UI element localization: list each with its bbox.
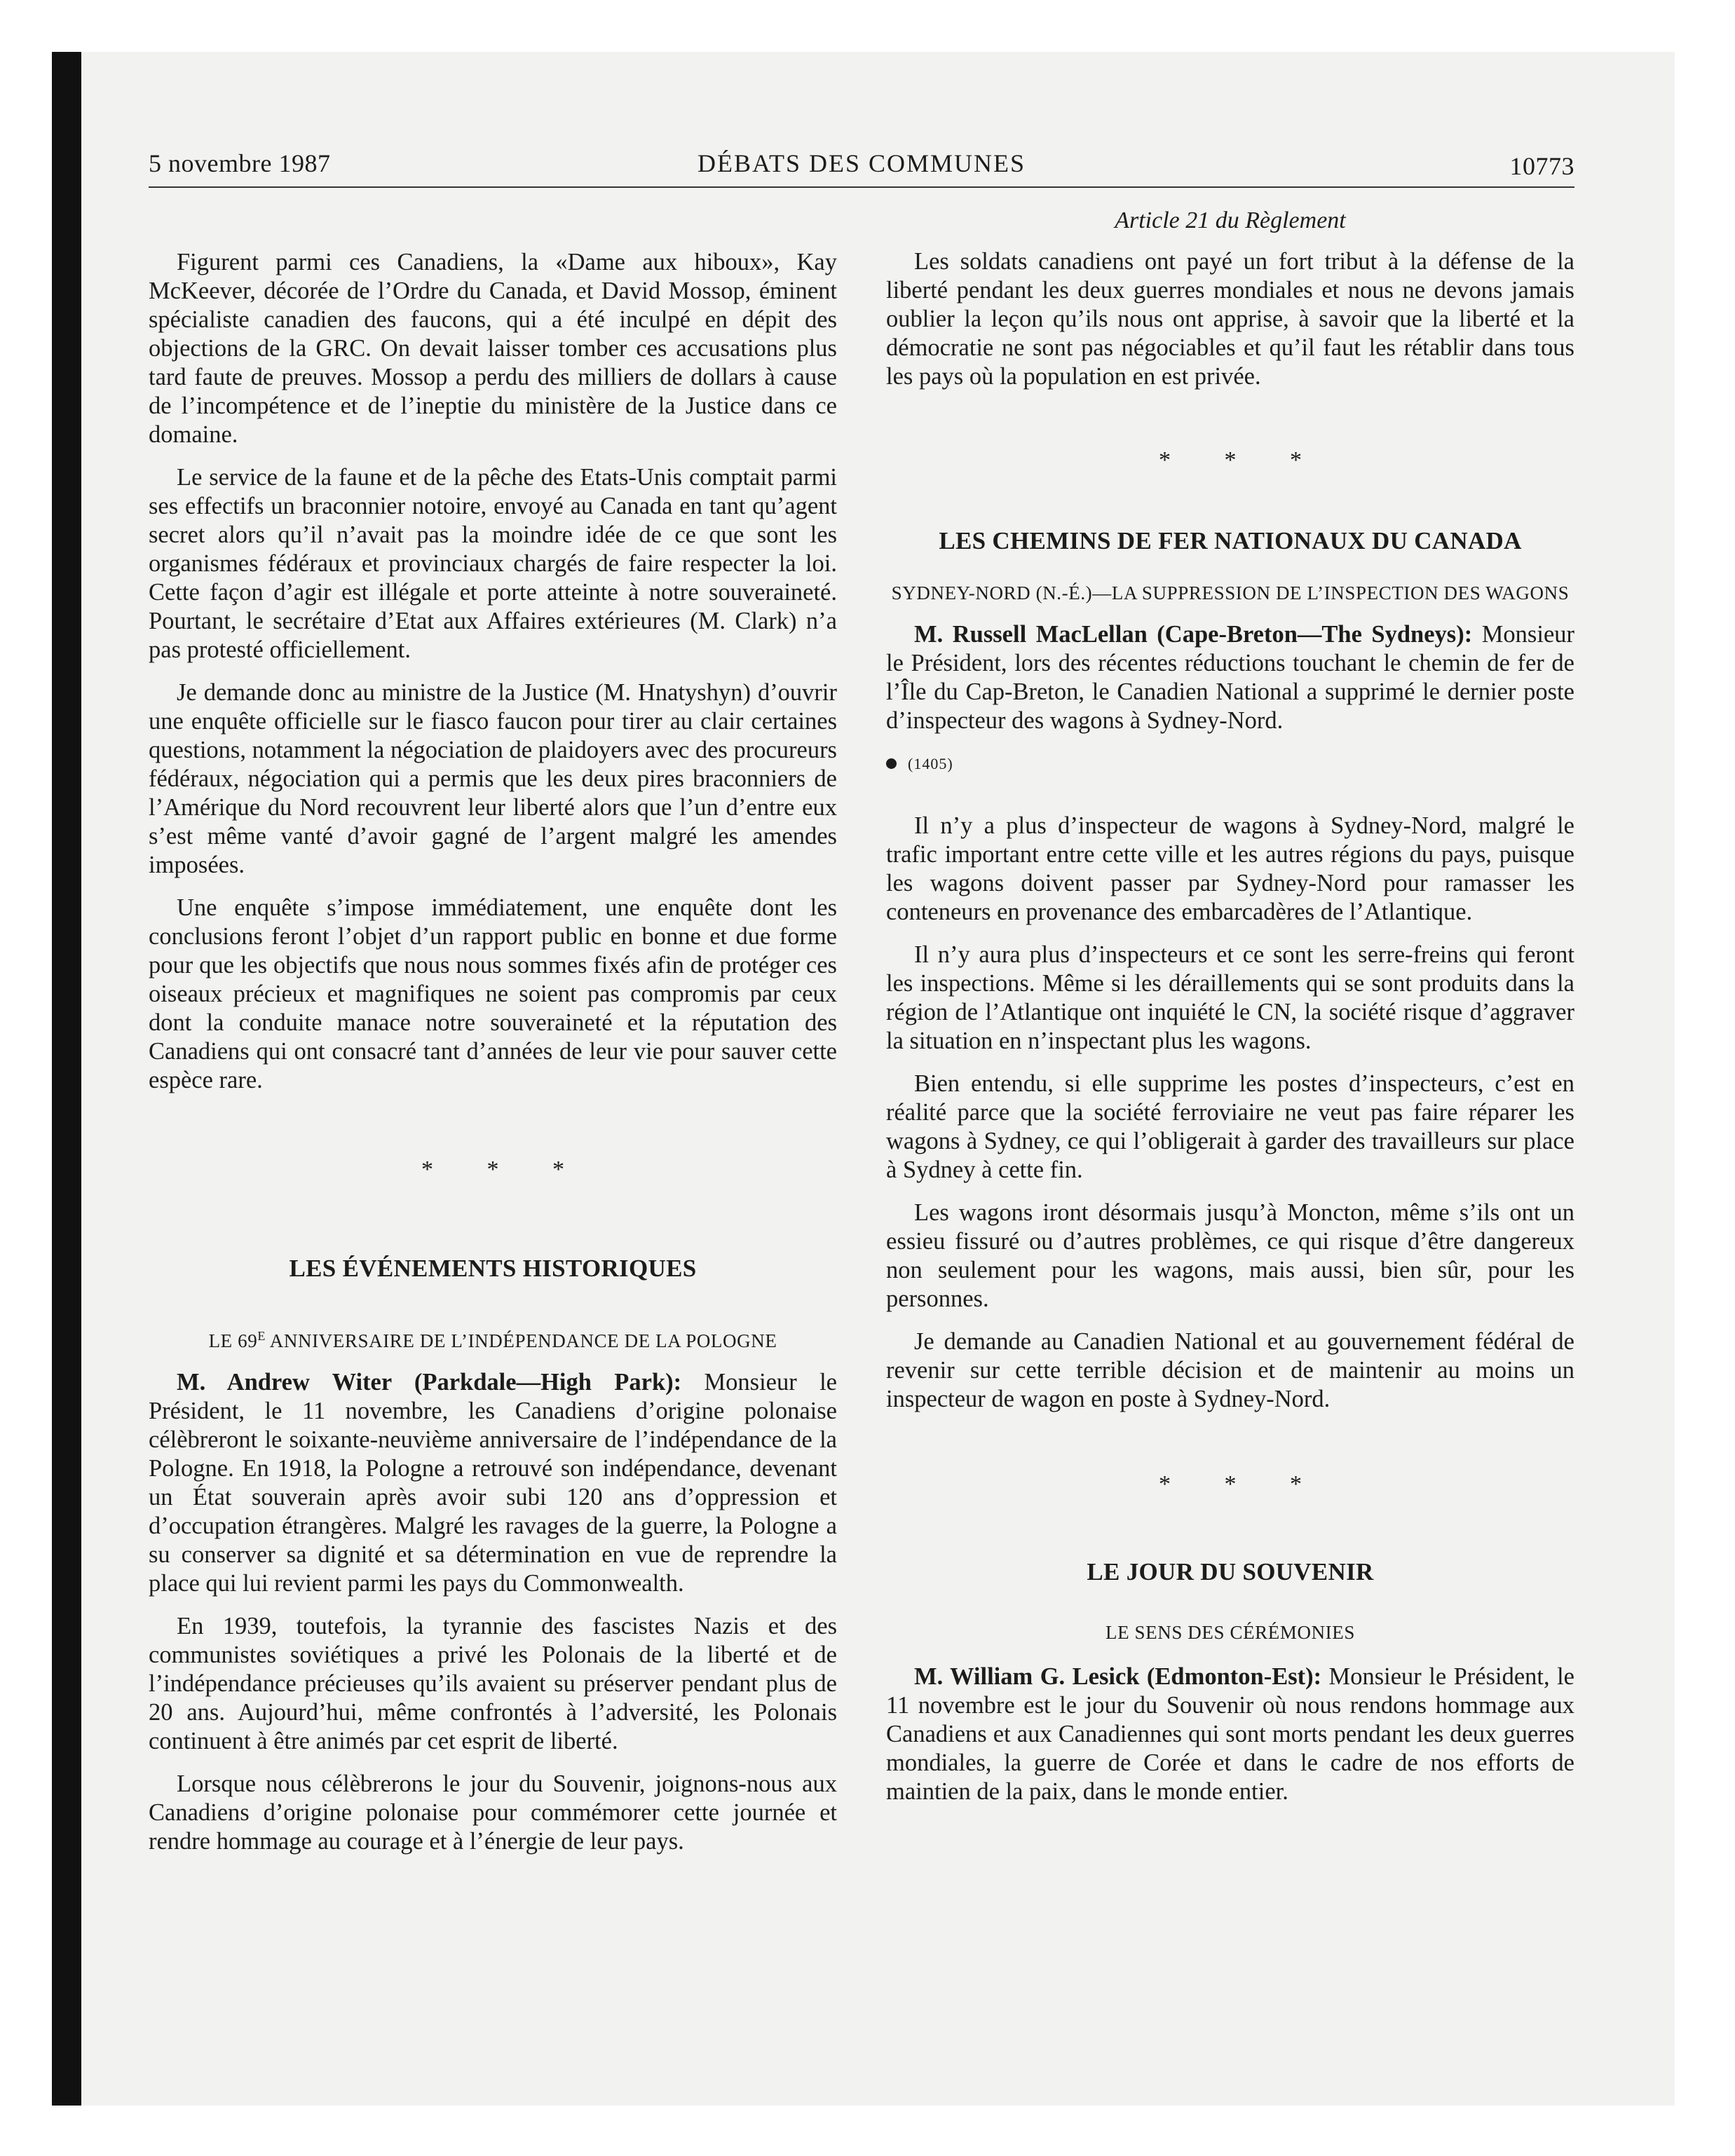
section-title-historical-events: LES ÉVÉNEMENTS HISTORIQUES [289, 1255, 697, 1282]
section-separator: * * * [1159, 1471, 1326, 1497]
section-separator: * * * [1159, 447, 1326, 473]
header-date: 5 novembre 1987 [149, 149, 331, 177]
speech-paragraph [886, 1663, 1574, 1806]
bullet-dot-icon [886, 758, 897, 769]
speaker-name: M. William G. Lesick (Edmonton-Est): [914, 1663, 1322, 1690]
header-title: DÉBATS DES COMMUNES [697, 149, 1026, 177]
speech-paragraph [149, 1368, 837, 1598]
section-title-railways: LES CHEMINS DE FER NATIONAUX DU CANADA [939, 527, 1522, 554]
speech-paragraph [886, 620, 1574, 735]
speech-text: Monsieur le Président, le 11 novembre est le jour du Souvenir où nous rendons hommage aux Canadiens et aux Canadiennes qui sont morts pendant les deux guerres mondiales, la guerre de Corée et dans le cadre de nos efforts de maintien de la paix, dans le monde entier. [886, 1663, 1574, 1805]
paragraph: Je demande donc au ministre de la Justice (M. Hnatyshyn) d’ouvrir une enquête officielle sur le fiasco faucon pour tirer au clair certaines questions, notamment la négociation de plaidoyers avec des procureurs fédéraux, négociation qui a permis que les deux pires braconniers de l’Amérique du Nord recouvrent leur liberté alors que l’un d’entre eux s’est même vanté d’avoir gagné de l’argent malgré les amendes imposées. [149, 679, 837, 878]
time-marker [886, 749, 1574, 778]
two-column-body [149, 188, 1574, 1870]
paragraph: Lorsque nous célèbrerons le jour du Souvenir, joignons-nous aux Canadiens d’origine polonaise pour commémorer cette journée et rendre hommage au courage et à l’énergie de leur pays. [149, 1770, 837, 1855]
time-marker-text: (1405) [908, 755, 953, 772]
speech-text: Monsieur le Président, lors des récentes réductions touchant le chemin de fer de l’Île du Cap-Breton, le Canadien National a supprimé le dernier poste d’inspecteur des wagons à Sydney-Nord. [886, 621, 1574, 734]
paragraph: Le service de la faune et de la pêche des Etats-Unis comptait parmi ses effectifs un braconnier notoire, envoyé au Canada en tant qu’agent secret alors qu’il n’avait pas la moindre idée de ce que sont les organismes fédéraux et provinciaux chargés de faire respecter la loi. Cette façon d’agir est illégale et porte atteinte à notre souveraineté. Pourtant, le secrétaire d’Etat aux Affaires extérieures (M. Clark) n’a pas protesté officiellement. [149, 464, 837, 663]
speech-text: Monsieur le Président, le 11 novembre, les Canadiens d’origine polonaise célèbreront le soixante-neuvième anniversaire de l’indépendance de la Pologne. En 1918, la Pologne a retrouvé son indépendance, devenant un État souverain après avoir subi 120 ans d’oppression et d’occupation étrangères. Malgré les ravages de la guerre, la Pologne a su conserver sa dignité et sa détermination en vue de reprendre la place qui lui revient parmi les pays du Commonwealth. [149, 1369, 837, 1597]
paragraph: Les soldats canadiens ont payé un fort tribut à la défense de la liberté pendant les deux guerres mondiales et nous ne devons jamais oublier la leçon qu’ils nous ont apprise, à savoir que la liberté et la démocratie ne sont pas négociables et qu’il faut les rétablir dans tous les pays où la population en est privée. [886, 248, 1574, 390]
section-subtitle-poland [149, 1325, 837, 1353]
speaker-name: M. Russell MacLellan (Cape-Breton—The Sydneys): [914, 621, 1473, 648]
header-page-number: 10773 [1509, 152, 1574, 180]
paragraph: En 1939, toutefois, la tyrannie des fascistes Nazis et des communistes soviétiques a privé les Polonais de la liberté et de l’indépendance précieuses qu’ils avaient su préserver pendant plus de 20 ans. Aujourd’hui, même confrontés à l’adversité, les Polonais continuent à être animés par cet esprit de liberté. [149, 1613, 837, 1754]
paragraph: Je demande au Canadien National et au gouvernement fédéral de revenir sur cette terrible décision et de maintenir au moins un inspecteur de wagon en poste à Sydney-Nord. [886, 1328, 1574, 1412]
section-title-remembrance-day: LE JOUR DU SOUVENIR [1087, 1558, 1374, 1585]
binding-edge [52, 52, 81, 2106]
section-separator: * * * [421, 1157, 588, 1182]
standing-order-caption: Article 21 du Règlement [1115, 207, 1346, 233]
paragraph: Il n’y a plus d’inspecteur de wagons à Sydney-Nord, malgré le trafic important entre cette ville et les autres régions du pays, puisque les wagons doivent passer par Sydney-Nord pour ramasser les conteneurs en provenance des embarcadères de l’Atlantique. [886, 812, 1574, 925]
right-column [886, 188, 1574, 1870]
paragraph: Les wagons iront désormais jusqu’à Moncton, même s’ils ont un essieu fissuré ou d’autres problèmes, ce qui risque d’être dangereux non seulement pour les wagons, mais aussi, bien sûr, pour les personnes. [886, 1199, 1574, 1312]
paragraph: Bien entendu, si elle supprime les postes d’inspecteurs, c’est en réalité parce que la société ferroviaire ne veut pas faire réparer les wagons à Sydney, ce qui l’obligerait à garder des travailleurs sur place à Sydney à cette fin. [886, 1070, 1574, 1183]
paragraph: Figurent parmi ces Canadiens, la «Dame aux hiboux», Kay McKeever, décorée de l’Ordre du Canada, et David Mossop, éminent spécialiste canadien des faucons, qui a été inculpé en dépit des objections de la GRC. On devait laisser tomber ces accusations plus tard faute de preuves. Mossop a perdu des milliers de dollars à cause de l’incompétence et de l’ineptie du ministère de la Justice dans ce domaine. [149, 249, 837, 448]
paragraph: Il n’y aura plus d’inspecteurs et ce sont les serre-freins qui feront les inspections. Même si les déraillements qui se sont produits dans la région de l’Atlantique ont inquiété le CN, la société risque d’aggraver la situation en n’inspectant plus les wagons. [886, 941, 1574, 1054]
subtitle-superscript: E [257, 1329, 266, 1343]
section-subtitle-ceremonies: LE SENS DES CÉRÉMONIES [1105, 1622, 1355, 1643]
hansard-page [149, 149, 1574, 1870]
section-subtitle-sydney: SYDNEY-NORD (N.-É.)—LA SUPPRESSION DE L’INSPECTION DES WAGONS [891, 582, 1570, 603]
left-column [149, 188, 837, 1870]
subtitle-text: ANNIVERSAIRE DE L’INDÉPENDANCE DE LA POLOGNE [265, 1330, 777, 1351]
paragraph: Une enquête s’impose immédiatement, une enquête dont les conclusions feront l’objet d’un rapport public en bonne et due forme pour que les objectifs que nous nous sommes fixés afin de protéger ces oiseaux précieux et magnifiques ne soient pas compromis par ceux dont la conduite manace notre souveraineté et la réputation des Canadiens qui ont consacré tant d’années de leur vie pour sauver cette espèce rare. [149, 894, 837, 1093]
running-header [149, 149, 1574, 182]
speaker-name: M. Andrew Witer (Parkdale—High Park): [177, 1369, 682, 1396]
subtitle-text: LE 69 [208, 1330, 258, 1351]
